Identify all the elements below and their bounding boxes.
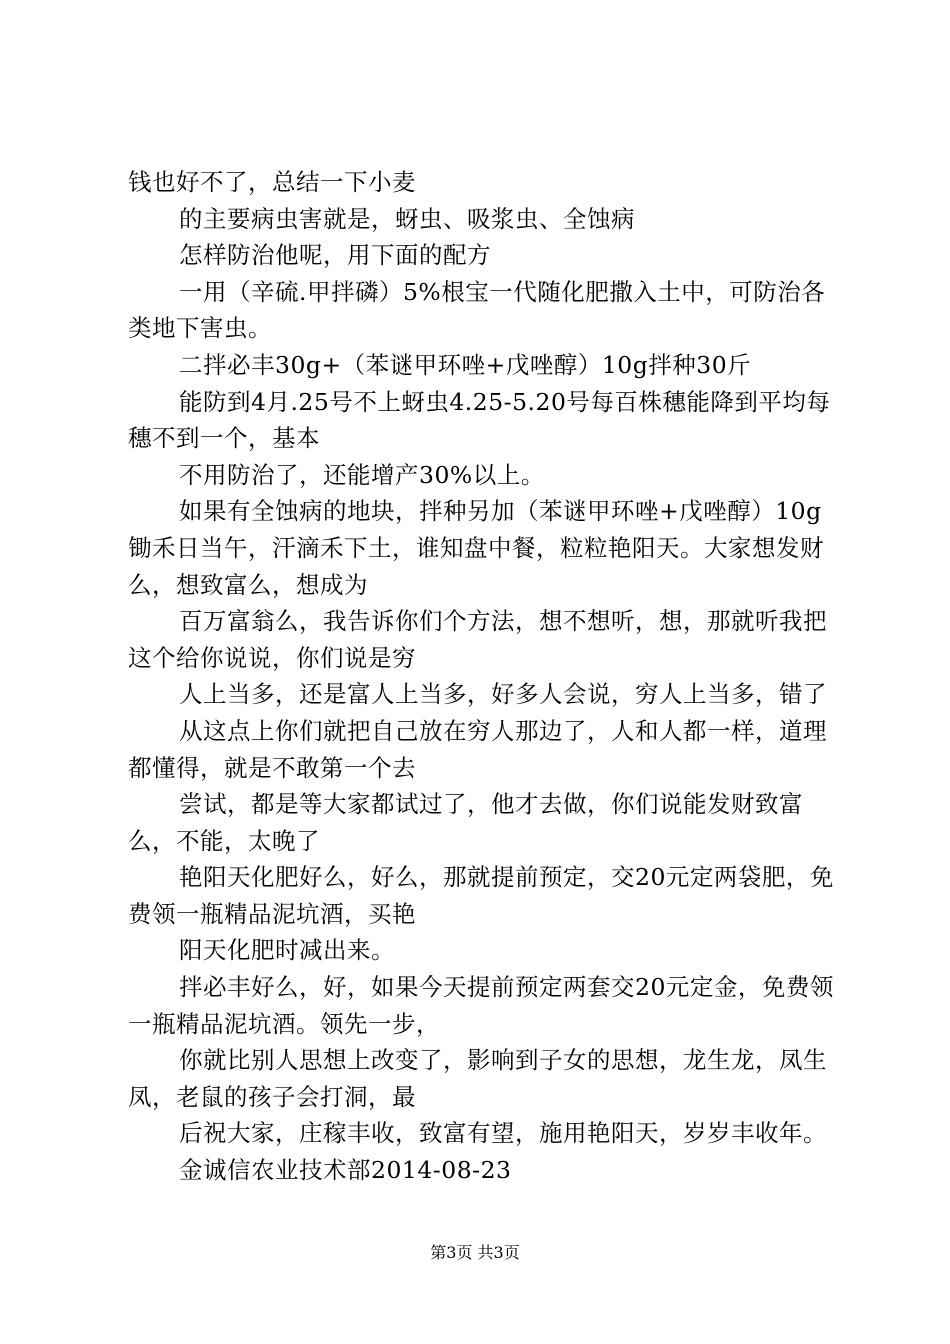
paragraph-2: 的主要病虫害就是，蚜虫、吸浆虫、全蚀病 (179, 204, 635, 233)
paragraph-15: 拌必丰好么，好，如果今天提前预定两套交20元定金，免费领一瓶精品泥坑酒。领先一步， (128, 973, 834, 1038)
document-body (128, 164, 838, 1189)
page-number-footer: 第3页 共3页 (430, 1243, 520, 1262)
signature-line: 金诚信农业技术部2014-08-23 (179, 1156, 512, 1185)
paragraph-5: 二拌必丰30g+（苯谜甲环唑+戊唑醇）10g拌种30斤 (179, 350, 752, 379)
paragraph-16: 你就比别人思想上改变了，影响到子女的思想，龙生龙，凤生凤，老鼠的孩子会打洞，最 (128, 1046, 827, 1111)
paragraph-10: 人上当多，还是富人上当多，好多人会说，穷人上当多，错了 (179, 680, 827, 709)
paragraph-9: 百万富翁么，我告诉你们个方法，想不想听，想，那就听我把这个给你说说，你们说是穷 (128, 607, 827, 672)
paragraph-8: 如果有全蚀病的地块，拌种另加（苯谜甲环唑+戊唑醇）10g锄禾日当午，汗滴禾下土，谁知盘中餐，粒粒艳阳天。大家想发财么，想致富么，想成为 (128, 497, 824, 599)
paragraph-11: 从这点上你们就把自己放在穷人那边了，人和人都一样，道理都懂得，就是不敢第一个去 (128, 716, 827, 782)
paragraph-6: 能防到4月.25号不上蚜虫4.25-5.20号每百株穗能降到平均每穗不到一个，基本 (128, 387, 831, 453)
paragraph-3: 怎样防治他呢，用下面的配方 (179, 241, 491, 270)
paragraph-1: 钱也好不了，总结一下小麦 (128, 168, 416, 196)
paragraph-12: 尝试，都是等大家都试过了，他才去做，你们说能发财致富么，不能，太晚了 (128, 790, 803, 855)
paragraph-7: 不用防治了，还能增产30%以上。 (179, 460, 545, 489)
paragraph-14: 阳天化肥时减出来。 (179, 936, 395, 965)
paragraph-17: 后祝大家，庄稼丰收，致富有望，施用艳阳天，岁岁丰收年。 (179, 1119, 827, 1148)
paragraph-4: 一用（辛硫.甲拌磷）5%根宝一代随化肥撒入土中，可防治各类地下害虫。 (128, 277, 826, 343)
paragraph-13: 艳阳天化肥好么，好么，那就提前预定，交20元定两袋肥，免费领一瓶精品泥坑酒，买艳 (128, 863, 834, 928)
